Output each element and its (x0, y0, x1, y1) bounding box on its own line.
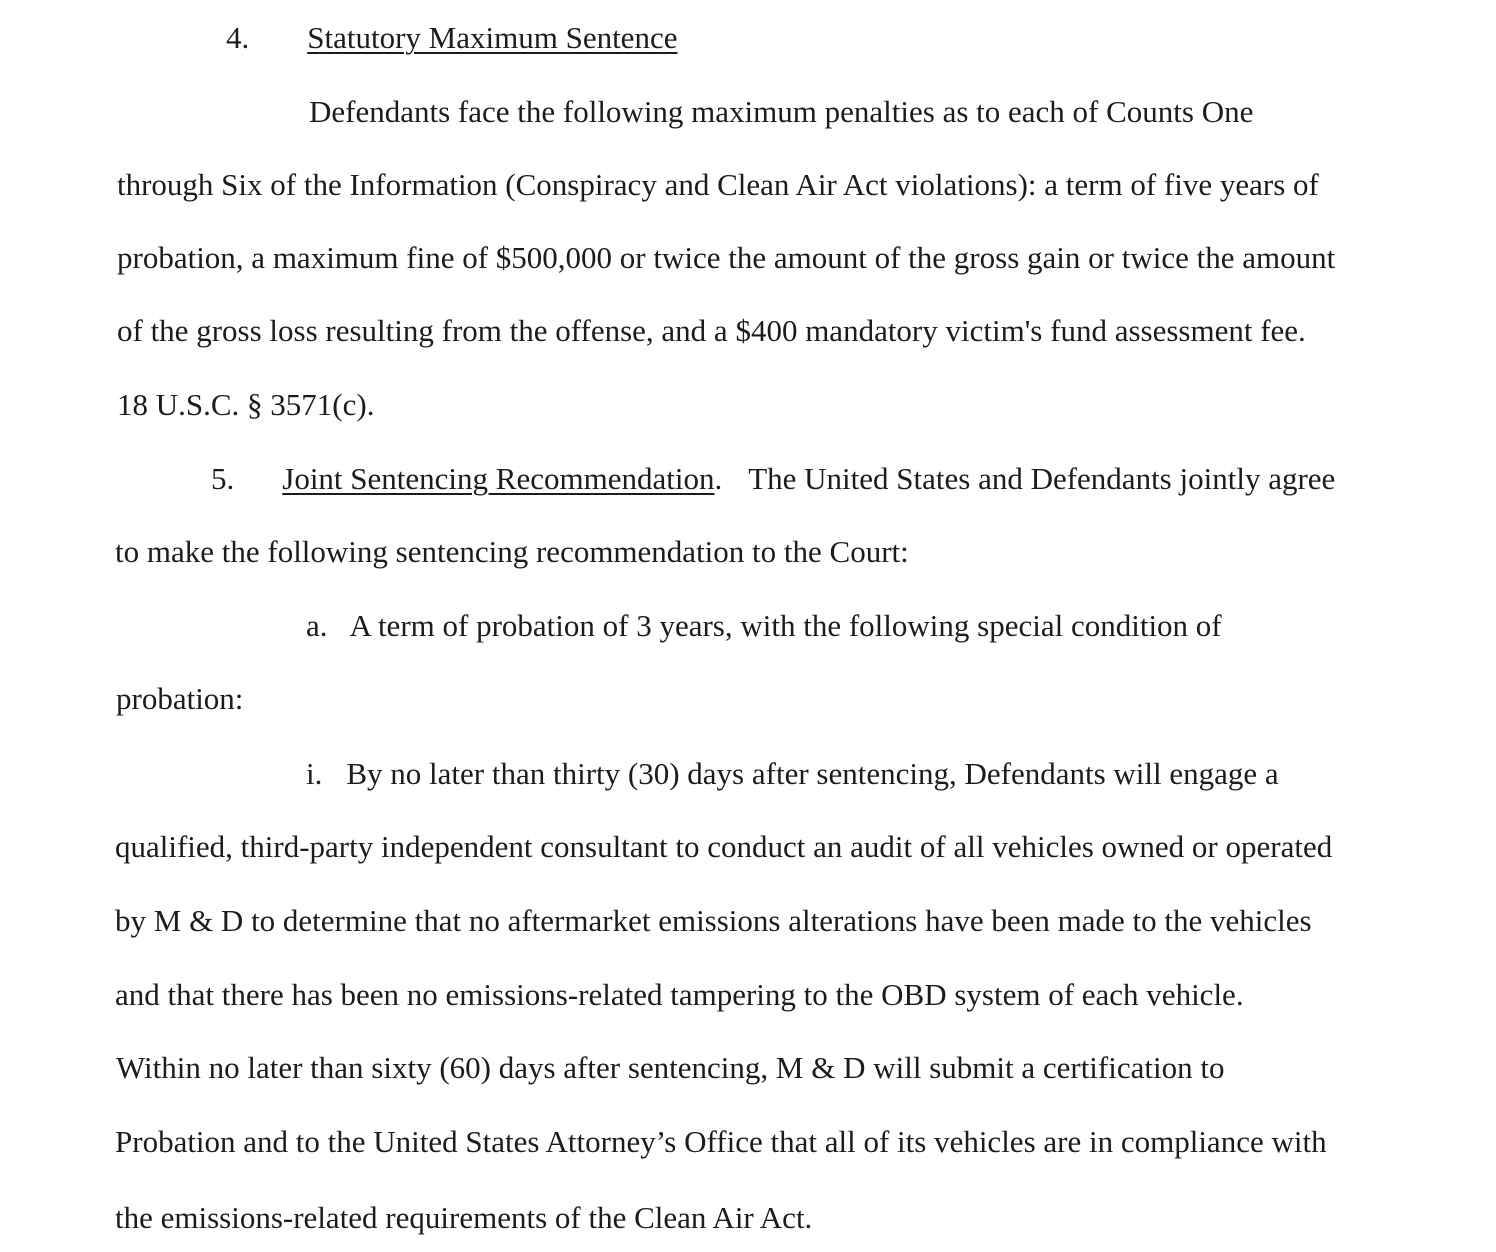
section-4-line-1: Defendants face the following maximum penalties as to each of Counts One (309, 94, 1254, 129)
item-i-line-2: qualified, third-party independent consultant to conduct an audit of all vehicles owned or operated (115, 829, 1333, 864)
item-a-label: a. (306, 608, 328, 643)
item-i-line-6: Probation and to the United States Attorney’s Office that all of its vehicles are in compliance with (115, 1124, 1327, 1159)
item-i-line-5: Within no later than sixty (60) days after sentencing, M & D will submit a certification to (116, 1050, 1225, 1085)
item-i-first-line: By no later than thirty (30) days after sentencing, Defendants will engage a (346, 756, 1279, 791)
section-4-line-3: probation, a maximum fine of $500,000 or twice the amount of the gross gain or twice the amount (117, 240, 1336, 275)
section-4-line-5: 18 U.S.C. § 3571(c). (117, 387, 375, 422)
section-5-heading: Joint Sentencing Recommendation (282, 461, 715, 496)
item-i-line (306, 754, 1279, 794)
section-4-heading-line (226, 18, 677, 58)
section-5-heading-punct: . (714, 461, 723, 496)
item-a-line (306, 606, 1222, 646)
section-5-lead-text: The United States and Defendants jointly agree (748, 461, 1336, 496)
item-i-label: i. (306, 756, 323, 791)
item-i-line-7: the emissions-related requirements of the Clean Air Act. (115, 1200, 813, 1235)
section-4-line-4: of the gross loss resulting from the offense, and a $400 mandatory victim's fund assessment fee. (117, 313, 1306, 348)
item-i-line-3: by M & D to determine that no aftermarket emissions alterations have been made to the vehicles (115, 903, 1312, 938)
item-a-text: A term of probation of 3 years, with the following special condition of (349, 608, 1222, 643)
item-a-continuation: probation: (116, 681, 244, 716)
section-4-number: 4. (226, 20, 250, 55)
section-4-heading: Statutory Maximum Sentence (307, 20, 678, 55)
section-5-continuation: to make the following sentencing recommendation to the Court: (115, 534, 909, 569)
item-i-line-4: and that there has been no emissions-related tampering to the OBD system of each vehicle. (115, 977, 1244, 1012)
section-5-number: 5. (211, 461, 235, 496)
section-4-line-2: through Six of the Information (Conspiracy and Clean Air Act violations): a term of five years of (117, 167, 1319, 202)
section-5-heading-line (211, 459, 1335, 499)
